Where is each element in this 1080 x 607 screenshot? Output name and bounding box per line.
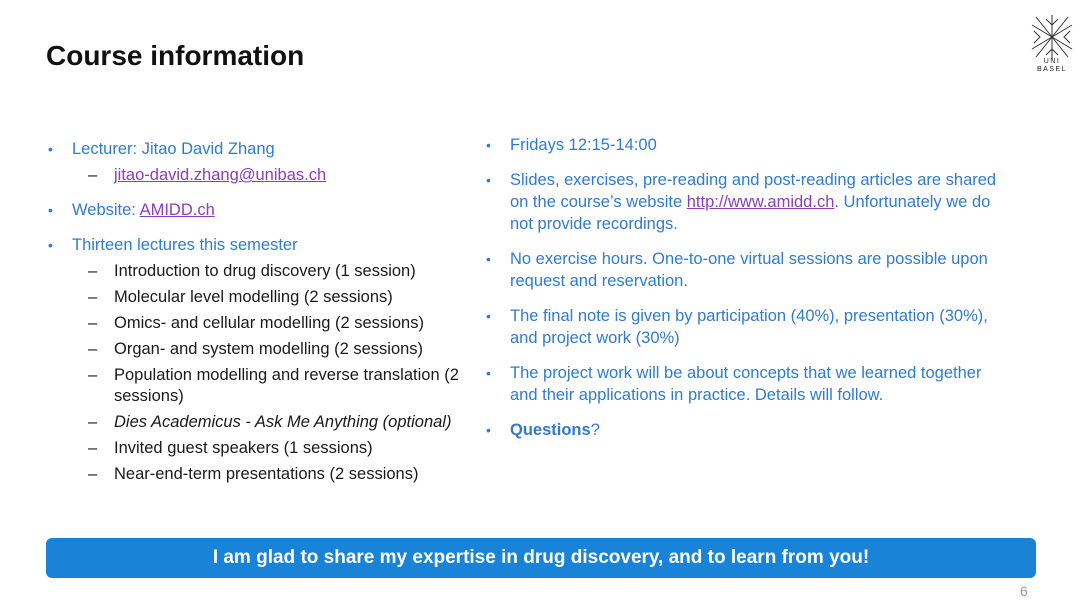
grade-item [486, 305, 1006, 349]
questions-item [486, 419, 1006, 441]
website-label: Website: [72, 201, 140, 219]
course-website-link[interactable]: http://www.amidd.ch [686, 193, 835, 211]
lectures-item [48, 234, 468, 485]
slides-text-a: Slides, exercises, pre-reading and post-reading articles are shared on the course’s website [510, 171, 997, 211]
topic-list [72, 261, 468, 485]
logo-line-2: BASEL [1036, 66, 1068, 73]
grade-text: The final note is given by participation (40%), presentation (30%), and project work (30%) [510, 307, 988, 347]
slides-text-b: . Unfortunately we do not provide recordings. [510, 193, 991, 233]
slide-title: Course information [46, 40, 305, 71]
website-item [48, 199, 468, 221]
lecturer-item [48, 138, 468, 186]
topic-item: – Invited guest speakers (1 sessions) [48, 438, 468, 459]
logo-text [1026, 58, 1078, 74]
email-item [48, 165, 468, 186]
left-column [48, 138, 468, 498]
slides-item [486, 169, 1006, 235]
topic-item: – Omics- and cellular modelling (2 sessions) [48, 313, 468, 334]
topic-item: – Molecular level modelling (2 sessions) [48, 287, 468, 308]
schedule-text: Fridays 12:15-14:00 [510, 136, 657, 154]
topic-item: – Organ- and system modelling (2 sessions) [48, 339, 468, 360]
right-column [486, 134, 1006, 454]
topic-item: – Dies Academicus - Ask Me Anything (optional) [48, 412, 468, 433]
exercise-item [486, 248, 1006, 292]
topic-item: – Introduction to drug discovery (1 session) [48, 261, 468, 282]
website-link[interactable]: AMIDD.ch [139, 201, 215, 219]
questions-label: Questions [510, 421, 591, 439]
banner-text: I am glad to share my expertise in drug discovery, and to learn from you! [212, 547, 870, 568]
lecturer-label: Lecturer: Jitao David Zhang [72, 140, 275, 158]
email-link[interactable]: jitao-david.zhang@unibas.ch [114, 166, 327, 184]
closing-banner [46, 538, 1036, 578]
topic-item: – Population modelling and reverse translation (2 sessions) [48, 365, 468, 407]
schedule-item [486, 134, 1006, 156]
logo-line-1: UNI [1043, 58, 1061, 65]
page-number: 6 [1020, 583, 1028, 599]
project-item [486, 362, 1006, 406]
questions-mark: ? [590, 421, 600, 439]
project-text: The project work will be about concepts that we learned together and their applications in practice. Details will follow. [510, 364, 982, 404]
topic-item: – Near-end-term presentations (2 sessions) [48, 464, 468, 485]
lectures-label: Thirteen lectures this semester [72, 236, 298, 254]
exercise-text: No exercise hours. One-to-one virtual sessions are possible upon request and reservation. [510, 250, 988, 290]
